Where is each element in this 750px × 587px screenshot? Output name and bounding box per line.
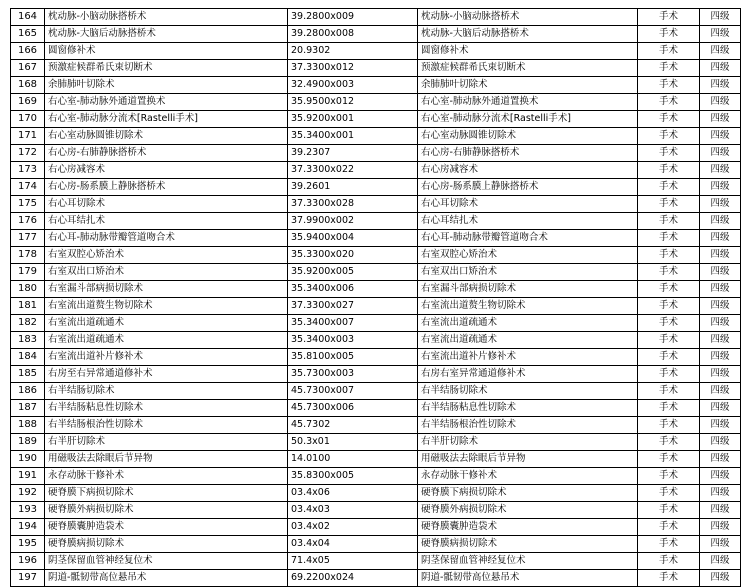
cell-name-alt: 右心耳切除术 xyxy=(418,196,638,213)
cell-name: 右房至右异常通道修补术 xyxy=(45,366,288,383)
cell-type: 手术 xyxy=(638,434,700,451)
cell-index: 189 xyxy=(11,434,45,451)
cell-index: 165 xyxy=(11,26,45,43)
cell-name-alt: 硬脊膜下病损切除术 xyxy=(418,485,638,502)
cell-code: 39.2307 xyxy=(288,145,418,162)
cell-name-alt: 硬脊膜囊肿造袋术 xyxy=(418,519,638,536)
cell-name: 右室漏斗部病损切除术 xyxy=(45,281,288,298)
cell-type: 手术 xyxy=(638,60,700,77)
cell-name-alt: 硬脊膜病损切除术 xyxy=(418,536,638,553)
cell-index: 181 xyxy=(11,298,45,315)
cell-code: 35.3400x007 xyxy=(288,315,418,332)
cell-type: 手术 xyxy=(638,264,700,281)
table-row xyxy=(11,230,741,247)
cell-code: 03.4x04 xyxy=(288,536,418,553)
cell-name-alt: 余肺肺叶切除术 xyxy=(418,77,638,94)
cell-index: 180 xyxy=(11,281,45,298)
cell-level: 四级 xyxy=(700,213,741,230)
table-row xyxy=(11,485,741,502)
cell-type: 手术 xyxy=(638,162,700,179)
cell-code: 35.8100x005 xyxy=(288,349,418,366)
cell-name: 右室流出道疏通术 xyxy=(45,332,288,349)
table-row xyxy=(11,536,741,553)
table-row xyxy=(11,247,741,264)
table-row xyxy=(11,400,741,417)
cell-name: 右心耳-肺动脉带瓣管道吻合术 xyxy=(45,230,288,247)
cell-index: 167 xyxy=(11,60,45,77)
cell-name: 永存动脉干修补术 xyxy=(45,468,288,485)
cell-index: 185 xyxy=(11,366,45,383)
cell-code: 35.9200x001 xyxy=(288,111,418,128)
table-body xyxy=(11,9,741,587)
cell-type: 手术 xyxy=(638,536,700,553)
cell-level: 四级 xyxy=(700,145,741,162)
cell-name-alt: 预激症候群希氏束切断术 xyxy=(418,60,638,77)
cell-level: 四级 xyxy=(700,451,741,468)
cell-code: 71.4x05 xyxy=(288,553,418,570)
table-row xyxy=(11,281,741,298)
table-row xyxy=(11,332,741,349)
cell-name-alt: 右心室动脉圆锥切除术 xyxy=(418,128,638,145)
cell-level: 四级 xyxy=(700,400,741,417)
cell-type: 手术 xyxy=(638,468,700,485)
cell-code: 32.4900x003 xyxy=(288,77,418,94)
cell-index: 194 xyxy=(11,519,45,536)
cell-name: 右半结肠切除术 xyxy=(45,383,288,400)
cell-name: 硬脊膜下病损切除术 xyxy=(45,485,288,502)
cell-type: 手术 xyxy=(638,128,700,145)
cell-level: 四级 xyxy=(700,43,741,60)
cell-type: 手术 xyxy=(638,145,700,162)
cell-name-alt: 右心耳-肺动脉带瓣管道吻合术 xyxy=(418,230,638,247)
table-row xyxy=(11,451,741,468)
cell-level: 四级 xyxy=(700,230,741,247)
cell-code: 35.3400x003 xyxy=(288,332,418,349)
cell-name: 右半结肠根治性切除术 xyxy=(45,417,288,434)
cell-name: 枕动脉-大脑后动脉搭桥术 xyxy=(45,26,288,43)
cell-name: 右心耳切除术 xyxy=(45,196,288,213)
cell-level: 四级 xyxy=(700,434,741,451)
cell-type: 手术 xyxy=(638,281,700,298)
cell-type: 手术 xyxy=(638,247,700,264)
table-row xyxy=(11,128,741,145)
cell-name-alt: 用磁吸法去除眼后节异物 xyxy=(418,451,638,468)
cell-type: 手术 xyxy=(638,77,700,94)
cell-level: 四级 xyxy=(700,60,741,77)
table-row xyxy=(11,570,741,587)
cell-name: 右心房-右肺静脉搭桥术 xyxy=(45,145,288,162)
cell-type: 手术 xyxy=(638,94,700,111)
cell-name-alt: 右室双腔心矫治术 xyxy=(418,247,638,264)
cell-index: 187 xyxy=(11,400,45,417)
cell-index: 174 xyxy=(11,179,45,196)
cell-code: 37.3300x012 xyxy=(288,60,418,77)
cell-type: 手术 xyxy=(638,400,700,417)
cell-level: 四级 xyxy=(700,94,741,111)
cell-level: 四级 xyxy=(700,332,741,349)
cell-name: 右心房-肠系膜上静脉搭桥术 xyxy=(45,179,288,196)
cell-name-alt: 枕动脉-小脑动脉搭桥术 xyxy=(418,9,638,26)
cell-name: 右室双出口矫治术 xyxy=(45,264,288,281)
cell-code: 37.3300x027 xyxy=(288,298,418,315)
cell-level: 四级 xyxy=(700,315,741,332)
cell-name: 右心房减容术 xyxy=(45,162,288,179)
cell-name: 右室流出道疏通术 xyxy=(45,315,288,332)
cell-type: 手术 xyxy=(638,179,700,196)
cell-code: 37.9900x002 xyxy=(288,213,418,230)
cell-type: 手术 xyxy=(638,213,700,230)
cell-level: 四级 xyxy=(700,281,741,298)
cell-name-alt: 右室流出道疏通术 xyxy=(418,315,638,332)
cell-name-alt: 右心室-肺动脉外通道置换术 xyxy=(418,94,638,111)
cell-type: 手术 xyxy=(638,417,700,434)
cell-index: 179 xyxy=(11,264,45,281)
cell-index: 188 xyxy=(11,417,45,434)
cell-index: 186 xyxy=(11,383,45,400)
cell-type: 手术 xyxy=(638,111,700,128)
table-row xyxy=(11,213,741,230)
table-row xyxy=(11,468,741,485)
cell-name: 右半肝切除术 xyxy=(45,434,288,451)
table-row xyxy=(11,349,741,366)
cell-name-alt: 右室流出道赘生物切除术 xyxy=(418,298,638,315)
table-row xyxy=(11,94,741,111)
cell-name-alt: 右房右室异常通道修补术 xyxy=(418,366,638,383)
cell-code: 20.9302 xyxy=(288,43,418,60)
cell-name: 预激症候群希氏束切断术 xyxy=(45,60,288,77)
cell-level: 四级 xyxy=(700,349,741,366)
cell-index: 173 xyxy=(11,162,45,179)
cell-code: 45.7300x007 xyxy=(288,383,418,400)
cell-type: 手术 xyxy=(638,196,700,213)
cell-code: 35.3400x006 xyxy=(288,281,418,298)
cell-name: 右室流出道赘生物切除术 xyxy=(45,298,288,315)
cell-level: 四级 xyxy=(700,298,741,315)
cell-type: 手术 xyxy=(638,349,700,366)
cell-index: 183 xyxy=(11,332,45,349)
cell-level: 四级 xyxy=(700,468,741,485)
cell-index: 191 xyxy=(11,468,45,485)
cell-level: 四级 xyxy=(700,247,741,264)
cell-name-alt: 右半结肠粘息性切除术 xyxy=(418,400,638,417)
cell-type: 手术 xyxy=(638,570,700,587)
cell-name-alt: 右半结肠根治性切除术 xyxy=(418,417,638,434)
cell-name-alt: 永存动脉干修补术 xyxy=(418,468,638,485)
cell-level: 四级 xyxy=(700,111,741,128)
cell-level: 四级 xyxy=(700,128,741,145)
cell-level: 四级 xyxy=(700,553,741,570)
cell-type: 手术 xyxy=(638,553,700,570)
cell-level: 四级 xyxy=(700,519,741,536)
table-row xyxy=(11,77,741,94)
cell-name: 右心室动脉圆锥切除术 xyxy=(45,128,288,145)
cell-name-alt: 右室漏斗部病损切除术 xyxy=(418,281,638,298)
cell-code: 39.2800x009 xyxy=(288,9,418,26)
cell-name-alt: 右心房-肠系膜上静脉搭桥术 xyxy=(418,179,638,196)
cell-name-alt: 阴道-骶韧带高位悬吊术 xyxy=(418,570,638,587)
cell-name: 右室流出道补片修补术 xyxy=(45,349,288,366)
cell-code: 35.3300x020 xyxy=(288,247,418,264)
cell-code: 37.3300x028 xyxy=(288,196,418,213)
cell-name: 硬脊膜病损切除术 xyxy=(45,536,288,553)
cell-level: 四级 xyxy=(700,264,741,281)
cell-code: 50.3x01 xyxy=(288,434,418,451)
cell-index: 177 xyxy=(11,230,45,247)
cell-code: 39.2601 xyxy=(288,179,418,196)
cell-code: 03.4x06 xyxy=(288,485,418,502)
cell-name: 阴茎保留血管神经复位术 xyxy=(45,553,288,570)
cell-code: 35.8300x005 xyxy=(288,468,418,485)
cell-type: 手术 xyxy=(638,298,700,315)
cell-name: 右半结肠粘息性切除术 xyxy=(45,400,288,417)
cell-name-alt: 右半结肠切除术 xyxy=(418,383,638,400)
cell-type: 手术 xyxy=(638,519,700,536)
cell-code: 35.9500x012 xyxy=(288,94,418,111)
cell-code: 35.9200x005 xyxy=(288,264,418,281)
cell-index: 172 xyxy=(11,145,45,162)
cell-name: 右心室-肺动脉分流术[Rastelli手术] xyxy=(45,111,288,128)
table-row xyxy=(11,366,741,383)
cell-code: 35.3400x001 xyxy=(288,128,418,145)
table-row xyxy=(11,196,741,213)
table-row xyxy=(11,434,741,451)
cell-type: 手术 xyxy=(638,332,700,349)
table-row xyxy=(11,26,741,43)
cell-type: 手术 xyxy=(638,383,700,400)
cell-name-alt: 右室流出道补片修补术 xyxy=(418,349,638,366)
cell-name-alt: 右心房减容术 xyxy=(418,162,638,179)
cell-level: 四级 xyxy=(700,196,741,213)
cell-index: 166 xyxy=(11,43,45,60)
cell-name-alt: 右半肝切除术 xyxy=(418,434,638,451)
cell-index: 195 xyxy=(11,536,45,553)
cell-index: 193 xyxy=(11,502,45,519)
cell-index: 190 xyxy=(11,451,45,468)
cell-index: 178 xyxy=(11,247,45,264)
cell-type: 手术 xyxy=(638,26,700,43)
table-row xyxy=(11,519,741,536)
cell-code: 35.7300x003 xyxy=(288,366,418,383)
cell-code: 37.3300x022 xyxy=(288,162,418,179)
cell-name: 右心室-肺动脉外通道置换术 xyxy=(45,94,288,111)
cell-name-alt: 阴茎保留血管神经复位术 xyxy=(418,553,638,570)
table-row xyxy=(11,145,741,162)
cell-index: 171 xyxy=(11,128,45,145)
cell-index: 176 xyxy=(11,213,45,230)
cell-name: 右心耳结扎术 xyxy=(45,213,288,230)
cell-level: 四级 xyxy=(700,179,741,196)
cell-code: 35.9400x004 xyxy=(288,230,418,247)
cell-index: 170 xyxy=(11,111,45,128)
cell-type: 手术 xyxy=(638,9,700,26)
cell-code: 45.7302 xyxy=(288,417,418,434)
cell-index: 184 xyxy=(11,349,45,366)
procedure-table xyxy=(10,8,741,587)
cell-name: 硬脊膜囊肿造袋术 xyxy=(45,519,288,536)
cell-name: 右室双腔心矫治术 xyxy=(45,247,288,264)
table-row xyxy=(11,264,741,281)
cell-level: 四级 xyxy=(700,485,741,502)
cell-name: 枕动脉-小脑动脉搭桥术 xyxy=(45,9,288,26)
cell-level: 四级 xyxy=(700,77,741,94)
cell-name-alt: 右室流出道疏通术 xyxy=(418,332,638,349)
table-row xyxy=(11,553,741,570)
table-row xyxy=(11,9,741,26)
table-row xyxy=(11,162,741,179)
cell-index: 196 xyxy=(11,553,45,570)
table-row xyxy=(11,298,741,315)
cell-type: 手术 xyxy=(638,485,700,502)
table-row xyxy=(11,43,741,60)
table-row xyxy=(11,179,741,196)
cell-type: 手术 xyxy=(638,230,700,247)
cell-level: 四级 xyxy=(700,502,741,519)
cell-name: 圆窗修补术 xyxy=(45,43,288,60)
cell-type: 手术 xyxy=(638,502,700,519)
cell-name: 余肺肺叶切除术 xyxy=(45,77,288,94)
cell-level: 四级 xyxy=(700,383,741,400)
cell-name-alt: 右心耳结扎术 xyxy=(418,213,638,230)
cell-level: 四级 xyxy=(700,162,741,179)
table-row xyxy=(11,502,741,519)
cell-name: 硬脊膜外病损切除术 xyxy=(45,502,288,519)
cell-name-alt: 右室双出口矫治术 xyxy=(418,264,638,281)
table-row xyxy=(11,111,741,128)
cell-index: 175 xyxy=(11,196,45,213)
cell-code: 14.0100 xyxy=(288,451,418,468)
cell-level: 四级 xyxy=(700,366,741,383)
cell-code: 45.7300x006 xyxy=(288,400,418,417)
cell-index: 164 xyxy=(11,9,45,26)
cell-level: 四级 xyxy=(700,417,741,434)
cell-index: 192 xyxy=(11,485,45,502)
table-row xyxy=(11,383,741,400)
cell-level: 四级 xyxy=(700,9,741,26)
cell-level: 四级 xyxy=(700,570,741,587)
cell-type: 手术 xyxy=(638,43,700,60)
cell-name-alt: 右心室-肺动脉分流术[Rastelli手术] xyxy=(418,111,638,128)
cell-code: 03.4x02 xyxy=(288,519,418,536)
cell-code: 69.2200x024 xyxy=(288,570,418,587)
cell-name: 用磁吸法去除眼后节异物 xyxy=(45,451,288,468)
cell-index: 182 xyxy=(11,315,45,332)
cell-code: 39.2800x008 xyxy=(288,26,418,43)
cell-level: 四级 xyxy=(700,26,741,43)
cell-name-alt: 枕动脉-大脑后动脉搭桥术 xyxy=(418,26,638,43)
cell-code: 03.4x03 xyxy=(288,502,418,519)
cell-name: 阴道-骶韧带高位悬吊术 xyxy=(45,570,288,587)
cell-index: 169 xyxy=(11,94,45,111)
cell-name-alt: 右心房-右肺静脉搭桥术 xyxy=(418,145,638,162)
cell-index: 197 xyxy=(11,570,45,587)
table-row xyxy=(11,60,741,77)
cell-name-alt: 硬脊膜外病损切除术 xyxy=(418,502,638,519)
cell-type: 手术 xyxy=(638,315,700,332)
cell-level: 四级 xyxy=(700,536,741,553)
cell-index: 168 xyxy=(11,77,45,94)
table-row xyxy=(11,315,741,332)
cell-type: 手术 xyxy=(638,451,700,468)
cell-name-alt: 圆窗修补术 xyxy=(418,43,638,60)
table-row xyxy=(11,417,741,434)
cell-type: 手术 xyxy=(638,366,700,383)
